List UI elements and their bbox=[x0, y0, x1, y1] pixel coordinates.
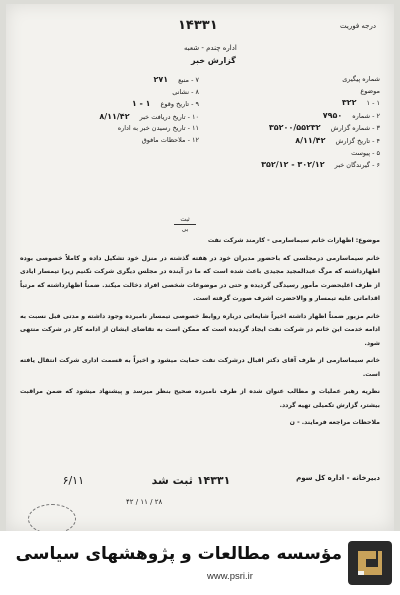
report-title: گزارش خبر bbox=[191, 56, 236, 65]
form-row: ۱۲ - ملاحظات مافوق bbox=[141, 135, 199, 144]
form-fields-left bbox=[14, 74, 199, 147]
document-number: ۱۴۳۳۱ bbox=[178, 18, 218, 33]
form-row: ۲ - شماره۷۹۵۰ bbox=[322, 110, 380, 120]
form-row: ۶ - گیرندگان خبر۳۰۲/۱۲ - ۳۵۲/۱۲ bbox=[261, 160, 380, 170]
signature-office: دبیرخانه - اداره کل سوم bbox=[296, 474, 380, 482]
ink-stamp bbox=[28, 504, 76, 534]
institute-logo-icon bbox=[348, 541, 392, 585]
form-row: ۸ - نشانی bbox=[172, 87, 199, 96]
signature-date: ۲۸ / ۱۱ / ۴۲ bbox=[126, 498, 163, 506]
form-row: شماره پیگیری bbox=[342, 75, 380, 83]
registration-stamp: ۱۴۳۳۱ ثبت شد bbox=[151, 474, 231, 487]
body-paragraph: خانم سیماسارمی از طرف آقای دکتر اقبال درشرکت نفت حمایت میشود و اخیراً به قسمت اداری شرکت انتقال یافته است. bbox=[20, 357, 380, 378]
form-row: ۱۱ - تاریخ رسیدن خبر به اداره bbox=[117, 124, 199, 133]
form-row: ۱۰ - تاریخ دریافت خبر۸/۱۱/۴۲ bbox=[99, 111, 199, 121]
organization-name: مؤسسه مطالعات و پژوهشهای سیاسی bbox=[15, 544, 342, 564]
marginal-stamp: ثبت بی bbox=[174, 216, 196, 233]
form-row: ۱ - ۱۳۲۲ bbox=[341, 98, 380, 108]
closing-paragraph: نظریه رهبر عملیات و مطالب عنوان شده از طرف نامبرده صحیح بنظر میرسد و پیشنهاد میشود که ضمن مراقبت بیشتر، گزارش تکمیلی تهیه گردد. bbox=[20, 388, 380, 409]
report-body bbox=[20, 234, 380, 434]
body-paragraph: خانم سیماسارمی درمجلسی که باحضور مدیران خود در هفته گذشته در منزل خود تشکیل داده و کاملاً خصوصی بوده اظهارداشته که مرگ عبدالمجید مجیدی باعث شده است که ما در آینده در مجلس دیگری شرکت نکنیم زیرا تیمسار ایادی از طرف اعلیحضرت مأمور رسیدگی گردیده و حتی در موضوعات شخصی افراد دخالت میکند. ضمناً اظهارداشته که مرتباً اقداماتی علیه تیمسار و والاحضرت اشرف صورت گرفته است. bbox=[20, 254, 380, 302]
footer-banner bbox=[0, 531, 400, 595]
subject-line: موضوع: اظهارات خانم سیماسارمی - کارمند شرکت نفت bbox=[207, 237, 380, 244]
handwritten-signature: ۶/۱۱ bbox=[62, 474, 84, 487]
urgency-label: درجه فوریت bbox=[340, 22, 376, 30]
form-row: ۵ - پیوست bbox=[351, 148, 380, 157]
form-row: ۹ - تاریخ وقوع۱ - ۱ bbox=[131, 99, 199, 109]
document-page bbox=[6, 4, 394, 531]
department-heading: اداره چندم - شعبه bbox=[184, 44, 237, 52]
body-paragraph: خانم مزبور ضمناً اظهار داشته اخیراً شایعاتی درباره روابط خصوصی تیمسار نامبرده وجود داشته و مدتی قبل نسبت به ادامه خدمت این خانم در شرکت نفت ایجاد گردیده است که ممکن است به تقاضای ایشان از ادامه کار در شرکت منتهی شود. bbox=[20, 312, 380, 347]
form-row: ۴ - تاریخ گزارش۸/۱۱/۴۲ bbox=[295, 135, 380, 145]
form-fields-right bbox=[215, 74, 380, 172]
closing-note: ملاحظات مراجعه فرمایند. - ن bbox=[289, 419, 380, 426]
form-row: موضوع bbox=[360, 86, 380, 95]
organization-url[interactable]: www.psri.ir bbox=[207, 571, 253, 582]
form-row: ۳ - شماره گزارش۳۵۲۰۰/۵۵۲۳۲ bbox=[268, 123, 380, 133]
form-row: ۷ - منبع۲۷۱ bbox=[153, 75, 199, 84]
